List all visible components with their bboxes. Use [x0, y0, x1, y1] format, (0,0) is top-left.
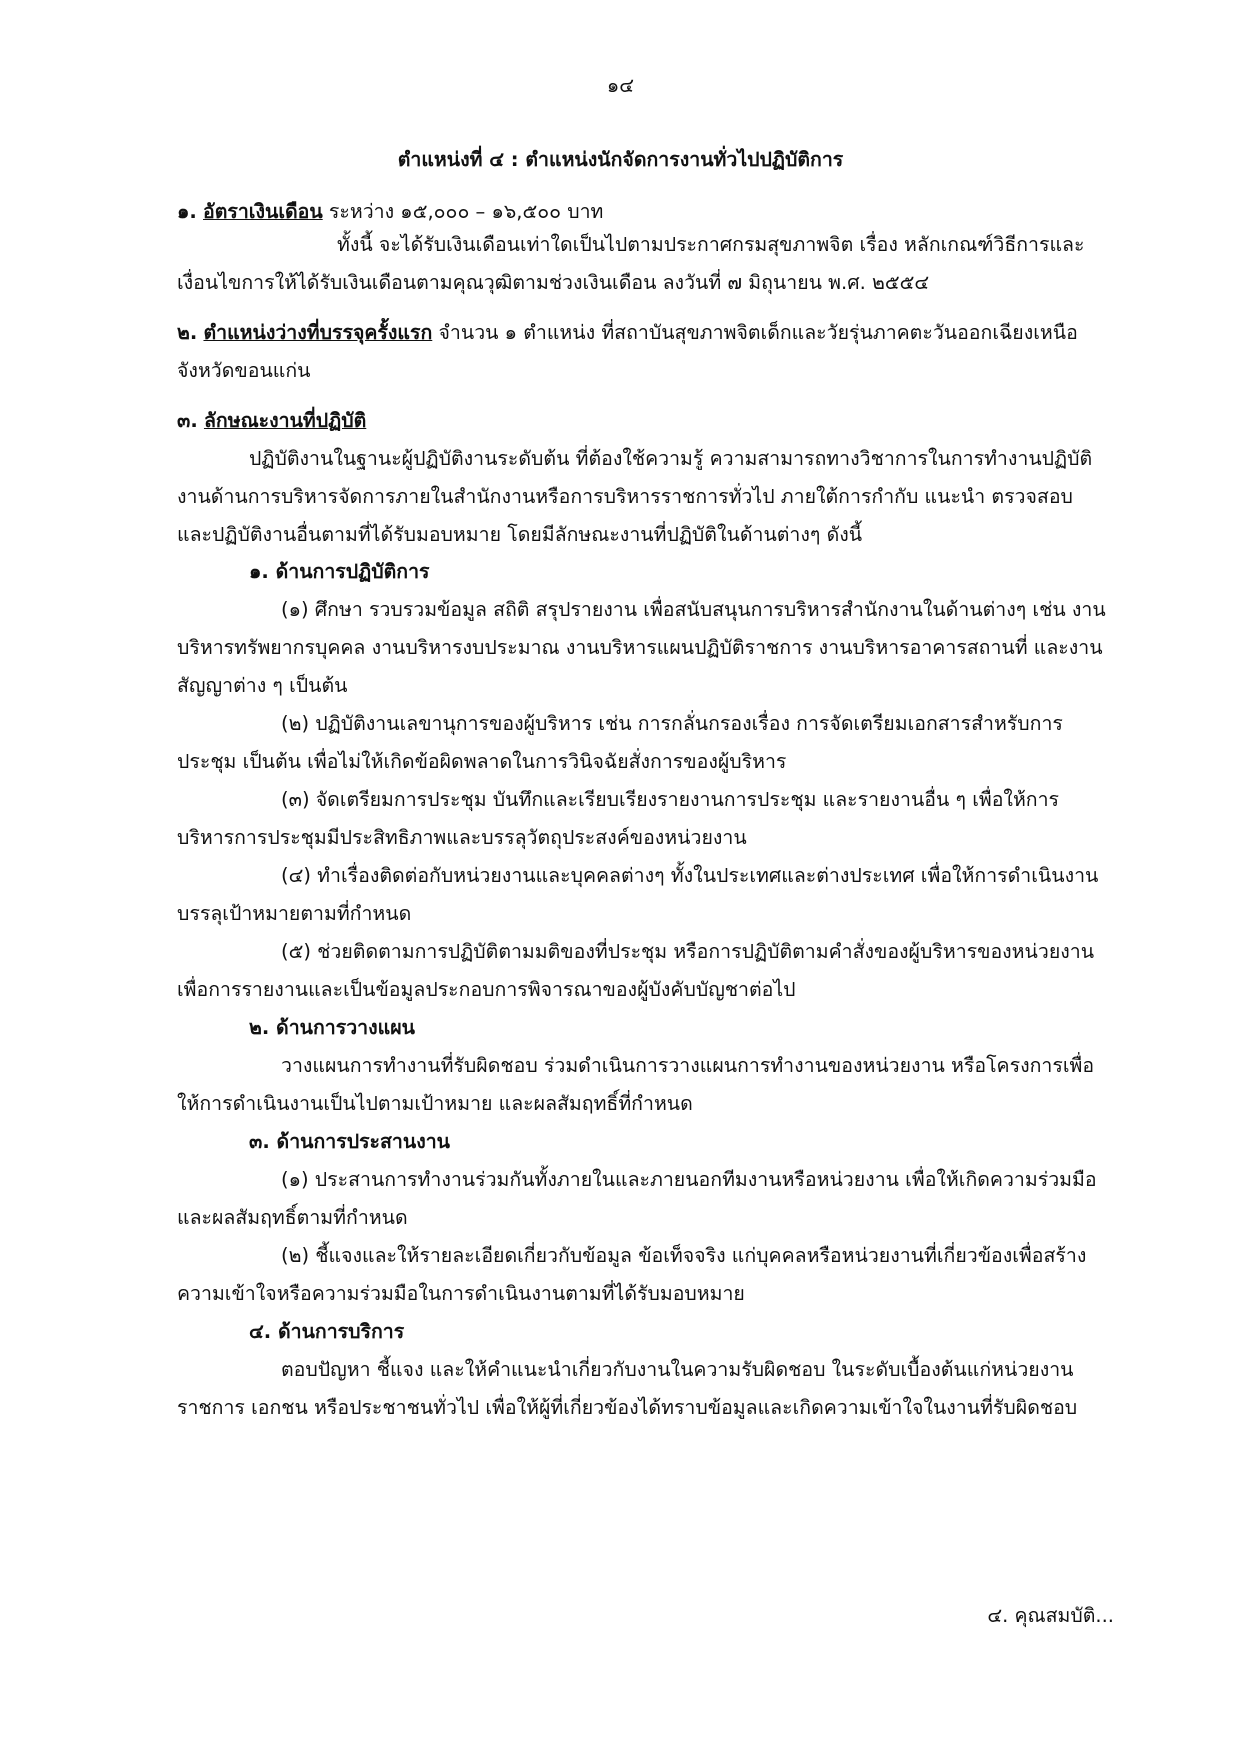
operations-item-2: (๒) ปฏิบัติงานเลขานุการของผู้บริหาร เช่น การกลั่นกรองเรื่อง การจัดเตรียมเอกสารสำหรับการประชุม เป็นต้น เพื่อไม่ให้เกิดข้อผิดพลาดในการวินิจฉัยสั่งการของผู้บริหาร — [177, 712, 1063, 773]
duties-heading: ลักษณะงานที่ปฏิบัติ — [203, 409, 367, 432]
section-planning-heading: ๒. ด้านการวางแผน — [249, 1016, 415, 1039]
salary-range: ระหว่าง ๑๕,๐๐๐ – ๑๖,๕๐๐ บาท — [328, 200, 604, 223]
operations-item-5: (๕) ช่วยติดตามการปฏิบัติตามมติของที่ประชุม หรือการปฏิบัติตามคำสั่งของผู้บริหารของหน่วยงานเพื่อการรายงานและเป็นข้อมูลประกอบการพิจารณาของผู้บังคับบัญชาต่อไป — [177, 940, 1095, 1001]
coordination-item-1: (๑) ประสานการทำงานร่วมกันทั้งภายในและภายนอกทีมงานหรือหน่วยงาน เพื่อให้เกิดความร่วมมือและผลสัมฤทธิ์ตามที่กำหนด — [177, 1168, 1097, 1229]
section-operations-heading: ๑. ด้านการปฏิบัติการ — [249, 560, 430, 583]
salary-note: ทั้งนี้ จะได้รับเงินเดือนเท่าใดเป็นไปตามประกาศกรมสุขภาพจิต เรื่อง หลักเกณฑ์วิธีการและเงื่อนไขการให้ได้รับเงินเดือนตามคุณวุฒิตามช่วงเงินเดือน ลงวันที่ ๗ มิถุนายน พ.ศ. ๒๕๕๔ — [177, 233, 1085, 294]
service-item-1: ตอบปัญหา ชี้แจง และให้คำแนะนำเกี่ยวกับงานในความรับผิดชอบ ในระดับเบื้องต้นแก่หน่วยงานราชการ เอกชน หรือประชาชนทั่วไป เพื่อให้ผู้ที่เกี่ยวข้องได้ทราบข้อมูลและเกิดความเข้าใจในงานที่รับผิดชอบ — [177, 1358, 1078, 1419]
vacancy-paragraph — [177, 314, 1114, 390]
salary-heading: อัตราเงินเดือน — [203, 200, 323, 223]
section-service-heading: ๔. ด้านการบริการ — [249, 1320, 405, 1343]
vacancy-number: ๒. — [177, 321, 198, 344]
duties-number: ๓. — [177, 409, 198, 432]
salary-number: ๑. — [177, 200, 197, 223]
coordination-item-2: (๒) ชี้แจงและให้รายละเอียดเกี่ยวกับข้อมูล ข้อเท็จจริง แก่บุคคลหรือหน่วยงานที่เกี่ยวข้องเพื่อสร้างความเข้าใจหรือความร่วมมือในการดำเนินงานตามที่ได้รับมอบหมาย — [177, 1244, 1087, 1305]
page-number: ๑๔ — [606, 74, 635, 97]
continuation-note: ๔. คุณสมบัติ... — [987, 1604, 1114, 1627]
operations-item-1: (๑) ศึกษา รวบรวมข้อมูล สถิติ สรุปรายงาน เพื่อสนับสนุนการบริหารสำนักงานในด้านต่างๆ เช่น งานบริหารทรัพยากรบุคคล งานบริหารงบประมาณ งานบริหารแผนปฏิบัติราชการ งานบริหารอาคารสถานที่ และงานสัญญาต่าง ๆ เป็นต้น — [177, 598, 1106, 697]
vacancy-heading: ตำแหน่งว่างที่บรรจุครั้งแรก — [203, 321, 433, 344]
planning-item-1: วางแผนการทำงานที่รับผิดชอบ ร่วมดำเนินการวางแผนการทำงานของหน่วยงาน หรือโครงการเพื่อให้การดำเนินงานเป็นไปตามเป้าหมาย และผลสัมฤทธิ์ที่กำหนด — [177, 1054, 1095, 1115]
duties-heading-line — [177, 402, 1114, 440]
operations-item-4: (๔) ทำเรื่องติดต่อกับหน่วยงานและบุคคลต่างๆ ทั้งในประเทศและต่างประเทศ เพื่อให้การดำเนินงานบรรลุเป้าหมายตามที่กำหนด — [177, 864, 1099, 925]
vacancy-text: จำนวน ๑ ตำแหน่ง ที่สถาบันสุขภาพจิตเด็กและวัยรุ่นภาคตะวันออกเฉียงเหนือ จังหวัดขอนแก่น — [177, 321, 1078, 382]
operations-item-3: (๓) จัดเตรียมการประชุม บันทึกและเรียบเรียงรายงานการประชุม และรายงานอื่น ๆ เพื่อให้การบริหารการประชุมมีประสิทธิภาพและบรรลุวัตถุประสงค์ของหน่วยงาน — [177, 788, 1060, 849]
page-title: ตำแหน่งที่ ๔ : ตำแหน่งนักจัดการงานทั่วไปปฏิบัติการ — [397, 148, 844, 171]
duties-intro: ปฏิบัติงานในฐานะผู้ปฏิบัติงานระดับต้น ที่ต้องใช้ความรู้ ความสามารถทางวิชาการในการทำงานปฏิบัติงานด้านการบริหารจัดการภายในสำนักงานหรือการบริหารราชการทั่วไป ภายใต้การกำกับ แนะนำ ตรวจสอบ และปฏิบัติงานอื่นตามที่ได้รับมอบหมาย โดยมีลักษณะงานที่ปฏิบัติในด้านต่างๆ ดังนี้ — [177, 447, 1093, 546]
section-coordination-heading: ๓. ด้านการประสานงาน — [249, 1130, 451, 1153]
